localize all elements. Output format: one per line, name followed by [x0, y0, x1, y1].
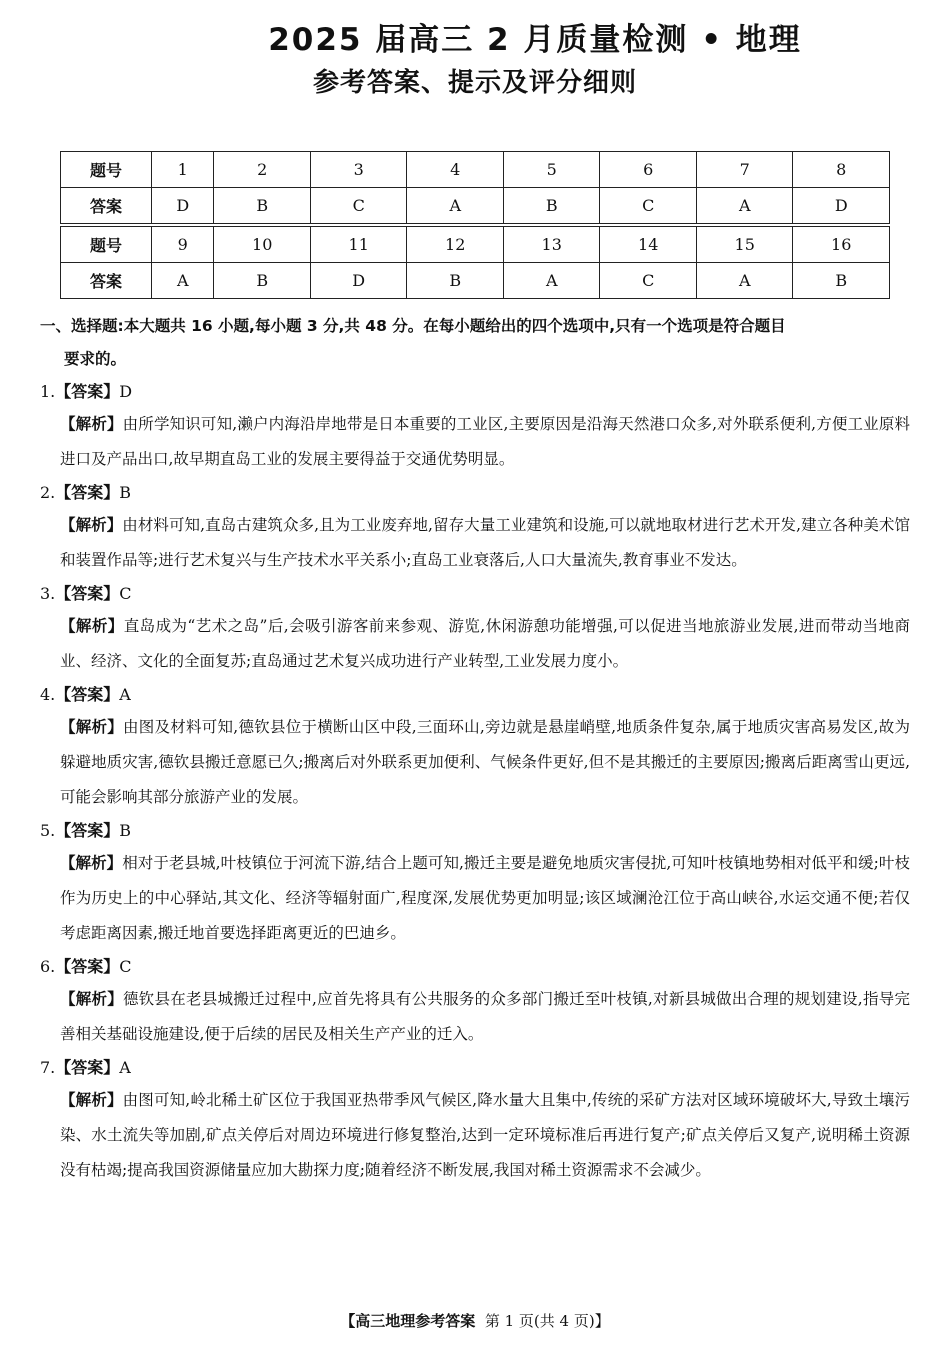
answer-line — [40, 578, 910, 609]
answer-label: 【答案】 — [55, 382, 120, 401]
question-number: 12 — [407, 225, 504, 263]
analysis-label: 【解析】 — [60, 990, 123, 1008]
answer-line — [40, 477, 910, 508]
analysis-text — [40, 1083, 910, 1188]
question-num: 6. — [40, 957, 56, 976]
analysis-body: 由图可知,岭北稀土矿区位于我国亚热带季风气候区,降水量大且集中,传统的采矿方法对区域环境破坏大,导致土壤污染、水土流失等加剧,矿点关停后对周边环境进行修复整治,达到一定环境标准后再进行复产;矿点关停后又复产,说明稀土资源没有枯竭;提高我国资源储量应加大勘探力度;随着经济不断发展,我国对稀土资源需求不会减少。 — [60, 1091, 910, 1179]
answer-value: B — [119, 483, 132, 502]
question-block — [40, 477, 910, 578]
question-number: 16 — [793, 225, 890, 263]
answer-cell: C — [600, 188, 697, 226]
analysis-label: 【解析】 — [60, 617, 124, 635]
analysis-body: 德钦县在老县城搬迁过程中,应首先将具有公共服务的众多部门搬迁至叶枝镇,对新县城做出合理的规划建设,指导完善相关基础设施建设,便于后续的居民及相关生产产业的迁入。 — [60, 990, 910, 1043]
answer-cell: B — [503, 188, 600, 226]
answer-cell: A — [407, 188, 504, 226]
question-block — [40, 951, 910, 1052]
analysis-label: 【解析】 — [60, 854, 123, 872]
footer-doc-title: 【高三地理参考答案 — [340, 1312, 476, 1330]
analysis-body: 由所学知识可知,濑户内海沿岸地带是日本重要的工业区,主要原因是沿海天然港口众多,对外联系便利,方便工业原料进口及产品出口,故早期直岛工业的发展主要得益于交通优势明显。 — [60, 415, 910, 468]
row-label: 题号 — [61, 152, 152, 188]
question-block — [40, 679, 910, 815]
table-row — [61, 225, 890, 263]
row-label: 答案 — [61, 263, 152, 299]
question-number: 2 — [214, 152, 311, 188]
question-num: 1. — [40, 382, 56, 401]
analysis-text — [40, 982, 910, 1052]
analysis-text — [40, 609, 910, 679]
answer-label: 【答案】 — [55, 685, 120, 704]
answer-cell: D — [793, 188, 890, 226]
analysis-body: 由图及材料可知,德钦县位于横断山区中段,三面环山,旁边就是悬崖峭壁,地质条件复杂,属于地质灾害高易发区,故为躲避地质灾害,德钦县搬迁意愿已久;搬离后对外联系更加便利、气候条件更好,但不是其搬迁的主要原因;搬离后距离雪山更远,可能会影响其部分旅游产业的发展。 — [60, 718, 910, 806]
section-heading — [40, 310, 910, 376]
answer-line — [40, 679, 910, 710]
answer-value: C — [119, 957, 132, 976]
answer-label: 【答案】 — [55, 1058, 120, 1077]
answer-cell: A — [152, 263, 214, 299]
answer-cell: C — [600, 263, 697, 299]
question-block — [40, 815, 910, 951]
question-number: 14 — [600, 225, 697, 263]
answer-label: 【答案】 — [55, 957, 120, 976]
analysis-text — [40, 407, 910, 477]
answer-cell: A — [696, 188, 793, 226]
answer-value: A — [119, 685, 131, 704]
question-number: 1 — [152, 152, 214, 188]
analysis-text — [40, 846, 910, 951]
answer-line — [40, 951, 910, 982]
analysis-text — [40, 710, 910, 815]
analysis-label: 【解析】 — [60, 718, 124, 736]
answer-value: B — [119, 821, 132, 840]
question-number: 5 — [503, 152, 600, 188]
table-row — [61, 152, 890, 188]
question-num: 3. — [40, 584, 56, 603]
question-number: 6 — [600, 152, 697, 188]
analysis-body: 直岛成为“艺术之岛”后,会吸引游客前来参观、游览,休闲游憩功能增强,可以促进当地旅游业发展,进而带动当地商业、经济、文化的全面复苏;直岛通过艺术复兴成功进行产业转型,工业发展力度小。 — [60, 617, 910, 670]
question-number: 3 — [310, 152, 407, 188]
answer-cell: B — [214, 263, 311, 299]
question-number: 10 — [214, 225, 311, 263]
question-number: 9 — [152, 225, 214, 263]
question-number: 13 — [503, 225, 600, 263]
analysis-body: 相对于老县城,叶枝镇位于河流下游,结合上题可知,搬迁主要是避免地质灾害侵扰,可知叶枝镇地势相对低平和缓;叶枝作为历史上的中心驿站,其文化、经济等辐射面广,程度深,发展优势更加明显;该区域澜沧江位于高山峡谷,水运交通不便;若仅考虑距离因素,搬迁地首要选择距离更近的巴迪乡。 — [60, 854, 911, 942]
answer-cell: D — [310, 263, 407, 299]
question-block — [40, 578, 910, 679]
page-title: 2025 届高三 2 月质量检测 • 地理 — [268, 22, 802, 58]
answer-value: D — [119, 382, 133, 401]
row-label: 答案 — [61, 188, 152, 226]
question-number: 7 — [696, 152, 793, 188]
answer-cell: A — [503, 263, 600, 299]
page-footer — [0, 1310, 950, 1331]
answer-label: 【答案】 — [55, 483, 120, 502]
question-num: 4. — [40, 685, 56, 704]
answer-cell: B — [793, 263, 890, 299]
analysis-label: 【解析】 — [60, 415, 123, 433]
table-row — [61, 263, 890, 299]
analysis-label: 【解析】 — [60, 516, 123, 534]
question-num: 5. — [40, 821, 56, 840]
answer-cell: B — [407, 263, 504, 299]
row-label: 题号 — [61, 225, 152, 263]
answer-cell: D — [152, 188, 214, 226]
answer-value: A — [119, 1058, 131, 1077]
question-number: 11 — [310, 225, 407, 263]
page-subtitle: 参考答案、提示及评分细则 — [312, 68, 637, 98]
analysis-label: 【解析】 — [60, 1091, 123, 1109]
answer-cell: B — [214, 188, 311, 226]
answer-explanations — [40, 310, 910, 1188]
question-num: 2. — [40, 483, 56, 502]
section-heading-line: 一、选择题:本大题共 16 小题,每小题 3 分,共 48 分。在每小题给出的四个选项中,只有一个选项是符合题目 — [40, 317, 786, 335]
answer-line — [40, 815, 910, 846]
analysis-body: 由材料可知,直岛古建筑众多,且为工业废弃地,留存大量工业建筑和设施,可以就地取材进行艺术开发,建立各种美术馆和装置作品等;进行艺术复兴与生产技术水平关系小;直岛工业衰落后,人口大量流失,教育事业不发达。 — [60, 516, 910, 569]
answer-cell: C — [310, 188, 407, 226]
answer-line — [40, 1052, 910, 1083]
answer-line — [40, 376, 910, 407]
question-number: 15 — [696, 225, 793, 263]
answer-label: 【答案】 — [55, 584, 120, 603]
question-number: 8 — [793, 152, 890, 188]
question-number: 4 — [407, 152, 504, 188]
analysis-text — [40, 508, 910, 578]
question-block — [40, 1052, 910, 1188]
footer-page-number: 第 1 页(共 4 页)】 — [484, 1312, 610, 1330]
answer-value: C — [119, 584, 132, 603]
table-row — [61, 188, 890, 226]
question-num: 7. — [40, 1058, 56, 1077]
answer-cell: A — [696, 263, 793, 299]
answer-label: 【答案】 — [55, 821, 120, 840]
section-heading-line: 要求的。 — [64, 350, 127, 368]
answer-table — [60, 151, 890, 299]
question-block — [40, 376, 910, 477]
